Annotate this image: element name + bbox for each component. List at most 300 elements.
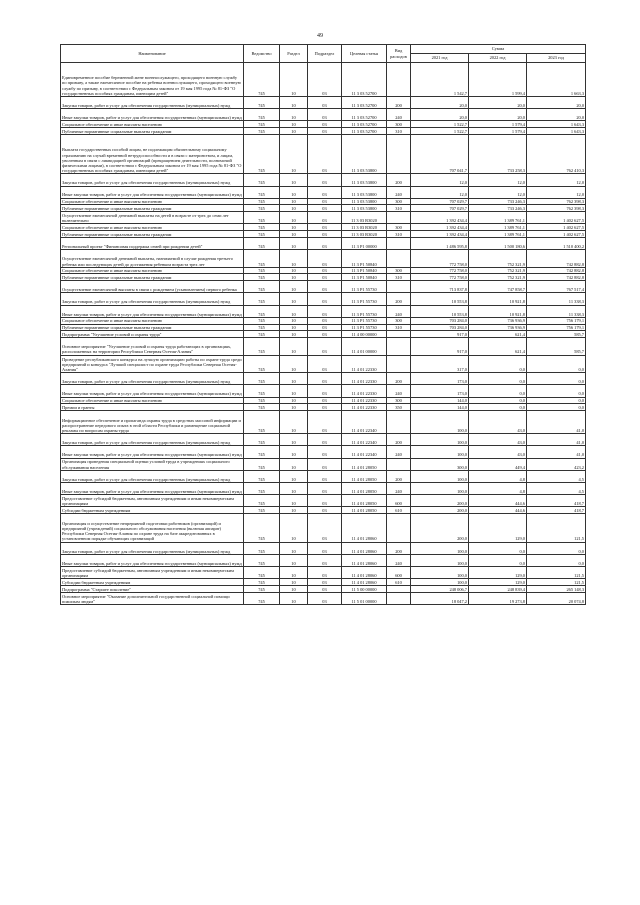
header-razdel: Раздел [280, 45, 308, 63]
cell-2021: 100,0 [411, 434, 469, 446]
cell-name: Иные закупки товаров, работ и услуг для обеспечения государственных (муниципальных) нужд [61, 186, 244, 198]
cell-target-article: 11 3 P1 00000 [342, 237, 387, 249]
cell-target-article: 11 4 01 28050 [342, 507, 387, 514]
cell-name: Социальное обеспечение и иные выплаты населению [61, 397, 244, 404]
cell-vedomstvo: 745 [244, 592, 280, 604]
cell-name: Региональный проект "Финансовая поддержка семей при рождении детей" [61, 237, 244, 249]
cell-2021: 100,0 [411, 411, 469, 434]
cell-2022: 1 389 761,1 [469, 212, 527, 224]
cell-vedomstvo: 745 [244, 514, 280, 543]
table-row [61, 470, 586, 482]
cell-target-article: 11 4 01 22330 [342, 355, 387, 373]
cell-target-article: 11 3 03 R3020 [342, 224, 387, 231]
cell-2022: 12,0 [469, 186, 527, 198]
cell-podrazdel: 03 [308, 592, 342, 604]
cell-expense-type [387, 458, 411, 470]
cell-2023: 121,5 [527, 579, 586, 586]
header-sum: Сумма [411, 45, 586, 54]
cell-podrazdel: 03 [308, 109, 342, 121]
cell-target-article: 11 4 01 22340 [342, 411, 387, 434]
cell-podrazdel: 03 [308, 237, 342, 249]
cell-2022: 733 246,3 [469, 198, 527, 205]
cell-podrazdel: 03 [308, 174, 342, 186]
cell-2021: 12,0 [411, 174, 469, 186]
cell-2021: 703 284,0 [411, 324, 469, 331]
cell-2023: 11 338,3 [527, 305, 586, 317]
cell-expense-type: 240 [387, 385, 411, 397]
cell-target-article: 11 3 03 52700 [342, 109, 387, 121]
cell-name: Публичные нормативные социальные выплаты гражданам [61, 324, 244, 331]
cell-2023: 41,0 [527, 411, 586, 434]
table-row [61, 97, 586, 109]
cell-podrazdel: 03 [308, 397, 342, 404]
cell-2023: 0,0 [527, 404, 586, 411]
table-row [61, 483, 586, 495]
cell-expense-type: 200 [387, 542, 411, 554]
cell-podrazdel: 03 [308, 267, 342, 274]
table-row [61, 212, 586, 224]
cell-podrazdel: 03 [308, 542, 342, 554]
cell-2022: 621,4 [469, 338, 527, 356]
cell-2022: 733 258,3 [469, 134, 527, 173]
cell-podrazdel: 03 [308, 231, 342, 238]
cell-target-article: 11 3 P1 55730 [342, 324, 387, 331]
cell-2023: 41,0 [527, 446, 586, 458]
cell-2023: 4,5 [527, 483, 586, 495]
cell-expense-type: 300 [387, 317, 411, 324]
cell-target-article: 11 3 03 53800 [342, 198, 387, 205]
cell-expense-type: 300 [387, 198, 411, 205]
table-row [61, 224, 586, 231]
table-row [61, 63, 586, 97]
cell-2023: 0,0 [527, 385, 586, 397]
header-year-2021: 2021 год [411, 54, 469, 63]
table-row [61, 592, 586, 604]
cell-2022: 752 321,9 [469, 267, 527, 274]
cell-target-article: 11 5 01 00000 [342, 592, 387, 604]
cell-2021: 248 006,7 [411, 586, 469, 593]
cell-razdel: 10 [280, 355, 308, 373]
cell-2022: 1 389 761,1 [469, 231, 527, 238]
cell-podrazdel: 03 [308, 579, 342, 586]
cell-target-article: 11 4 01 22330 [342, 385, 387, 397]
cell-expense-type: 310 [387, 205, 411, 212]
cell-podrazdel: 03 [308, 331, 342, 338]
cell-vedomstvo: 745 [244, 63, 280, 97]
cell-target-article: 11 4 01 22340 [342, 434, 387, 446]
cell-2022: 444,6 [469, 495, 527, 507]
cell-vedomstvo: 745 [244, 274, 280, 281]
cell-vedomstvo: 745 [244, 205, 280, 212]
cell-target-article: 11 4 01 28050 [342, 483, 387, 495]
cell-name: Подпрограмма "Старшее поколение" [61, 586, 244, 593]
cell-name: Организация проведения специальной оценки условий труда в учреждениях социального обслуживания населения [61, 458, 244, 470]
cell-2023: 762 398,3 [527, 198, 586, 205]
cell-2022: 0,0 [469, 404, 527, 411]
header-target-article: Целевая статья [342, 45, 387, 63]
cell-podrazdel: 03 [308, 338, 342, 356]
cell-expense-type: 240 [387, 446, 411, 458]
cell-expense-type: 240 [387, 554, 411, 566]
cell-2021: 100,0 [411, 554, 469, 566]
cell-name: Социальное обеспечение и иные выплаты населению [61, 317, 244, 324]
cell-podrazdel: 03 [308, 293, 342, 305]
cell-expense-type [387, 331, 411, 338]
cell-2023: 1 643,3 [527, 128, 586, 135]
cell-name: Закупка товаров, работ и услуг для обеспечения государственных (муниципальных) нужд [61, 174, 244, 186]
cell-2022: 19 273,8 [469, 592, 527, 604]
table-row [61, 567, 586, 579]
cell-2023: 767 517,4 [527, 281, 586, 293]
cell-2022: 0,0 [469, 355, 527, 373]
cell-target-article: 11 4 01 28060 [342, 514, 387, 543]
table-row [61, 458, 586, 470]
cell-podrazdel: 03 [308, 205, 342, 212]
table-row [61, 514, 586, 543]
cell-name: Премии и гранты [61, 404, 244, 411]
cell-name: Проведение республиканского конкурса на лучшую организацию работы по охране труда среди предприятий и конкурса "Лучший специалист по охране труда Республики Северная Осетия-Алания" [62, 356, 242, 373]
cell-vedomstvo: 745 [244, 507, 280, 514]
cell-2023: 121,5 [527, 567, 586, 579]
cell-name: Закупка товаров, работ и услуг для обеспечения государственных (муниципальных) нужд [61, 97, 244, 109]
cell-vedomstvo: 745 [244, 186, 280, 198]
cell-2023: 1 510 400,2 [527, 237, 586, 249]
cell-name: Осуществление ежемесячной денежной выплаты, назначаемой в случае рождения третьего ребенка или последующих детей до достижения ребенком возраста трех лет [61, 250, 244, 268]
cell-podrazdel: 03 [308, 404, 342, 411]
cell-razdel: 10 [280, 446, 308, 458]
cell-razdel: 10 [280, 128, 308, 135]
cell-podrazdel: 03 [308, 198, 342, 205]
cell-2022: 4,8 [469, 483, 527, 495]
cell-name: Предоставление субсидий бюджетным, автономным учреждениям и иным некоммерческим организациям [61, 567, 244, 579]
table-row [61, 317, 586, 324]
cell-expense-type: 240 [387, 109, 411, 121]
cell-expense-type: 300 [387, 397, 411, 404]
table-row [61, 174, 586, 186]
cell-2023: 742 882,8 [527, 250, 586, 268]
cell-razdel: 10 [280, 411, 308, 434]
cell-expense-type [387, 237, 411, 249]
table-row [61, 205, 586, 212]
cell-target-article: 11 3 03 53800 [342, 186, 387, 198]
table-row [61, 507, 586, 514]
cell-expense-type [387, 281, 411, 293]
cell-target-article: 11 3 03 52700 [342, 97, 387, 109]
cell-vedomstvo: 745 [244, 97, 280, 109]
header-name: Наименование [61, 45, 244, 63]
cell-2022: 43,0 [469, 411, 527, 434]
cell-2023: 20,0 [527, 109, 586, 121]
cell-razdel: 10 [280, 385, 308, 397]
table-row [61, 128, 586, 135]
cell-target-article: 11 4 01 22330 [342, 404, 387, 411]
cell-expense-type: 200 [387, 174, 411, 186]
cell-razdel: 10 [280, 205, 308, 212]
cell-2023: 418,7 [527, 507, 586, 514]
cell-expense-type: 610 [387, 507, 411, 514]
cell-razdel: 10 [280, 293, 308, 305]
cell-podrazdel: 03 [308, 355, 342, 373]
cell-2021: 1 486 595,8 [411, 237, 469, 249]
cell-name: Закупка товаров, работ и услуг для обеспечения государственных (муниципальных) нужд [61, 434, 244, 446]
cell-target-article: 11 4 01 22340 [342, 446, 387, 458]
cell-razdel: 10 [280, 579, 308, 586]
cell-razdel: 10 [280, 231, 308, 238]
cell-vedomstvo: 745 [244, 446, 280, 458]
budget-table [60, 44, 586, 605]
cell-2023: 12,0 [527, 174, 586, 186]
cell-expense-type: 300 [387, 224, 411, 231]
cell-razdel: 10 [280, 397, 308, 404]
cell-podrazdel: 03 [308, 554, 342, 566]
cell-2021: 100,0 [411, 483, 469, 495]
cell-2023: 585,7 [527, 331, 586, 338]
cell-expense-type [387, 338, 411, 356]
cell-2021: 300,0 [411, 458, 469, 470]
cell-target-article: 11 4 01 28050 [342, 458, 387, 470]
cell-vedomstvo: 745 [244, 121, 280, 128]
cell-podrazdel: 03 [308, 97, 342, 109]
cell-expense-type [387, 355, 411, 373]
cell-razdel: 10 [280, 586, 308, 593]
cell-vedomstvo: 745 [244, 483, 280, 495]
cell-2021: 772 758,0 [411, 274, 469, 281]
cell-expense-type: 310 [387, 274, 411, 281]
cell-podrazdel: 03 [308, 121, 342, 128]
cell-vedomstvo: 745 [244, 567, 280, 579]
cell-2021: 20,0 [411, 97, 469, 109]
cell-2023: 585,7 [527, 338, 586, 356]
cell-name: Закупка товаров, работ и услуг для обеспечения государственных (муниципальных) нужд [61, 373, 244, 385]
cell-2022: 20,0 [469, 97, 527, 109]
cell-2021: 1 392 434,4 [411, 231, 469, 238]
cell-2021: 10 553,8 [411, 293, 469, 305]
table-row [61, 404, 586, 411]
cell-2022: 129,0 [469, 567, 527, 579]
table-row [61, 267, 586, 274]
cell-name: Иные закупки товаров, работ и услуг для обеспечения государственных (муниципальных) нужд [61, 483, 244, 495]
cell-2021: 317,0 [411, 355, 469, 373]
cell-2023: 41,0 [527, 434, 586, 446]
cell-target-article: 11 3 03 R3020 [342, 212, 387, 224]
cell-vedomstvo: 745 [244, 281, 280, 293]
cell-2023: 742 882,8 [527, 274, 586, 281]
cell-podrazdel: 03 [308, 483, 342, 495]
cell-expense-type: 600 [387, 495, 411, 507]
cell-2023: 0,0 [527, 397, 586, 404]
cell-expense-type: 240 [387, 483, 411, 495]
table-row [61, 305, 586, 317]
table-body [61, 63, 586, 605]
cell-vedomstvo: 745 [244, 434, 280, 446]
cell-2022: 449,4 [469, 458, 527, 470]
cell-vedomstvo: 745 [244, 174, 280, 186]
cell-expense-type: 310 [387, 128, 411, 135]
cell-target-article: 11 3 03 52700 [342, 128, 387, 135]
cell-2021: 200,0 [411, 514, 469, 543]
header-year-2022: 2022 год [469, 54, 527, 63]
table-row [61, 134, 586, 173]
cell-2021: 100,0 [411, 470, 469, 482]
table-row [61, 373, 586, 385]
cell-2021: 144,0 [411, 397, 469, 404]
cell-2022: 0,0 [469, 385, 527, 397]
cell-name: Основное мероприятие "Улучшение условий и охраны труда работающих в организациях, расположенных на территории Республики Северная Осетия-Алания" [61, 338, 244, 356]
cell-razdel: 10 [280, 237, 308, 249]
cell-razdel: 10 [280, 434, 308, 446]
cell-2021: 707 041,7 [411, 134, 469, 173]
cell-razdel: 10 [280, 212, 308, 224]
table-row [61, 385, 586, 397]
table-row [61, 186, 586, 198]
cell-podrazdel: 03 [308, 514, 342, 543]
cell-2022: 10 921,8 [469, 293, 527, 305]
cell-2021: 1 392 434,4 [411, 212, 469, 224]
header-year-2023: 2023 год [527, 54, 586, 63]
cell-2022: 1 579,4 [469, 121, 527, 128]
cell-vedomstvo: 745 [244, 267, 280, 274]
cell-razdel: 10 [280, 174, 308, 186]
cell-razdel: 10 [280, 495, 308, 507]
cell-name: Организация и осуществление непрерывной подготовки работников (организаций) и предприятий (учреждений) социального обслуживания населения (включая аппарат) Республики Северная Осетия-Алания по охране труда на базе аккредитованных в установленном порядке обучающих организаций [61, 514, 244, 543]
cell-name: Социальное обеспечение и иные выплаты населению [61, 267, 244, 274]
cell-2022: 752 321,9 [469, 250, 527, 268]
cell-razdel: 10 [280, 567, 308, 579]
table-row [61, 397, 586, 404]
table-row [61, 231, 586, 238]
cell-expense-type: 200 [387, 434, 411, 446]
cell-expense-type [387, 411, 411, 434]
cell-2022: 10 921,8 [469, 305, 527, 317]
header-expense-type: Вид расходов [387, 45, 411, 63]
cell-expense-type [387, 212, 411, 224]
cell-2021: 100,0 [411, 579, 469, 586]
cell-razdel: 10 [280, 324, 308, 331]
cell-expense-type: 240 [387, 305, 411, 317]
cell-podrazdel: 03 [308, 212, 342, 224]
cell-podrazdel: 03 [308, 373, 342, 385]
header-vedomstvo: Ведомство [244, 45, 280, 63]
cell-2022: 0,0 [469, 554, 527, 566]
cell-razdel: 10 [280, 274, 308, 281]
cell-expense-type [387, 250, 411, 268]
cell-2021: 18 047,2 [411, 592, 469, 604]
cell-target-article: 11 3 03 53800 [342, 174, 387, 186]
cell-name: Осуществление ежемесячной выплаты в связи с рождением (усыновлением) первого ребенка [61, 281, 244, 293]
cell-vedomstvo: 745 [244, 237, 280, 249]
cell-target-article: 11 4 00 00000 [342, 331, 387, 338]
cell-razdel: 10 [280, 97, 308, 109]
cell-name: Закупка товаров, работ и услуг для обеспечения государственных (муниципальных) нужд [61, 542, 244, 554]
cell-2022: 248 839,4 [469, 586, 527, 593]
table-row [61, 579, 586, 586]
cell-target-article: 11 4 01 28060 [342, 554, 387, 566]
table-row [61, 338, 586, 356]
cell-vedomstvo: 745 [244, 385, 280, 397]
table-row [61, 281, 586, 293]
cell-2021: 1 522,7 [411, 121, 469, 128]
cell-2022: 736 936,9 [469, 317, 527, 324]
cell-expense-type: 200 [387, 470, 411, 482]
cell-2022: 43,0 [469, 446, 527, 458]
cell-target-article: 11 4 01 28060 [342, 579, 387, 586]
cell-target-article: 11 4 01 00000 [342, 338, 387, 356]
cell-vedomstvo: 745 [244, 293, 280, 305]
cell-expense-type [387, 134, 411, 173]
cell-podrazdel: 03 [308, 134, 342, 173]
cell-name: Иные закупки товаров, работ и услуг для обеспечения государственных (муниципальных) нужд [61, 554, 244, 566]
cell-2022: 621,4 [469, 331, 527, 338]
cell-vedomstvo: 745 [244, 411, 280, 434]
cell-target-article: 11 3 03 52700 [342, 121, 387, 128]
cell-vedomstvo: 745 [244, 586, 280, 593]
cell-vedomstvo: 745 [244, 324, 280, 331]
cell-razdel: 10 [280, 109, 308, 121]
cell-name: Подпрограмма "Улучшение условий и охраны труда" [61, 331, 244, 338]
header-podrazdel: Подраздел [308, 45, 342, 63]
cell-target-article: 11 3 P1 50840 [342, 250, 387, 268]
cell-2022: 1 579,4 [469, 128, 527, 135]
cell-2021: 772 758,0 [411, 250, 469, 268]
table-row [61, 446, 586, 458]
cell-vedomstvo: 745 [244, 134, 280, 173]
cell-expense-type: 610 [387, 579, 411, 586]
table-row [61, 542, 586, 554]
cell-2022: 736 936,9 [469, 324, 527, 331]
cell-name: Социальное обеспечение и иные выплаты населению [61, 198, 244, 205]
cell-2023: 756 179,1 [527, 324, 586, 331]
table-row [61, 434, 586, 446]
cell-target-article: 11 3 P1 55730 [342, 293, 387, 305]
cell-2023: 0,0 [527, 542, 586, 554]
cell-razdel: 10 [280, 338, 308, 356]
cell-vedomstvo: 745 [244, 542, 280, 554]
cell-2022: 1 389 761,1 [469, 224, 527, 231]
cell-2023: 762 398,3 [527, 205, 586, 212]
cell-podrazdel: 03 [308, 507, 342, 514]
cell-name: Иные закупки товаров, работ и услуг для обеспечения государственных (муниципальных) нужд [61, 109, 244, 121]
cell-2021: 200,0 [411, 507, 469, 514]
cell-razdel: 10 [280, 470, 308, 482]
cell-target-article: 11 3 03 53800 [342, 205, 387, 212]
cell-vedomstvo: 745 [244, 212, 280, 224]
cell-2023: 1 402 627,5 [527, 224, 586, 231]
cell-2021: 100,0 [411, 446, 469, 458]
cell-target-article: 11 3 P1 50840 [342, 267, 387, 274]
cell-expense-type: 300 [387, 121, 411, 128]
cell-name: Субсидии бюджетным учреждениям [61, 507, 244, 514]
page-number: 49 [317, 33, 323, 39]
cell-2022: 20,0 [469, 109, 527, 121]
cell-podrazdel: 03 [308, 250, 342, 268]
cell-name: Публичные нормативные социальные выплаты гражданам [61, 274, 244, 281]
table-row [61, 324, 586, 331]
cell-podrazdel: 03 [308, 385, 342, 397]
cell-podrazdel: 03 [308, 281, 342, 293]
cell-name: Социальное обеспечение и иные выплаты населению [61, 224, 244, 231]
table-row [61, 411, 586, 434]
table-row [61, 109, 586, 121]
cell-2023: 20,0 [527, 97, 586, 109]
cell-podrazdel: 03 [308, 586, 342, 593]
cell-name: Закупка товаров, работ и услуг для обеспечения государственных (муниципальных) нужд [61, 470, 244, 482]
table-row [61, 121, 586, 128]
cell-target-article: 11 4 01 22330 [342, 373, 387, 385]
cell-razdel: 10 [280, 507, 308, 514]
cell-2021: 1 522,7 [411, 128, 469, 135]
cell-razdel: 10 [280, 373, 308, 385]
cell-razdel: 10 [280, 317, 308, 324]
